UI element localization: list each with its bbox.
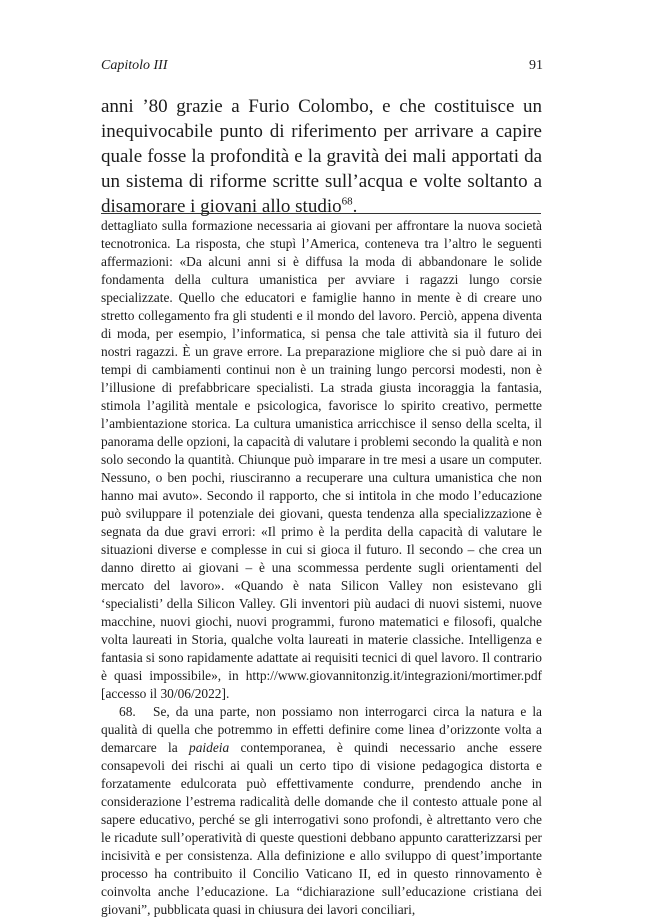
footnote-68-text-after: contemporanea, è quindi necessario anche essere consapevoli dei rischi ai quali un certo tipo di visione pedagogica distorta e forzatamente edulcorata può effettivamente condurre, prendendo anche in considerazione l’estrema radicalità delle domande che il contesto attuale pone al sapere educativo, perché se gli interrogativi sono profondi, è altrettanto vero che le ricadute sull’operatività di queste questioni debbano appunto caratterizzarsi per incisività e per consistenza. Alla definizione e allo sviluppo di quest’importante processo ha contribuito il Concilio Vaticano II, ed in questo rinnovamento è coinvolta anche l’educazione. La “dichiarazione sull’educazione cristiana dei giovani”, pubblicata quasi in chiusura dei lavori conciliari, [101,740,542,917]
chapter-title: Capitolo III [101,58,168,73]
footnote-separator [101,213,541,214]
footnotes [101,217,542,919]
footnote-68-italic-term: paideia [189,740,230,755]
footnote-reference-68[interactable]: 68 [341,195,353,208]
footnote-68 [101,703,542,919]
footnote-67-continuation: dettagliato sulla formazione necessaria ai giovani per affrontare la nuova società tecnotronica. La risposta, che stupì l’America, conteneva tra l’altro le seguenti affermazioni: «Da alcuni anni si è diffusa la moda di abbandonare le solide fondamenta della cultura umanistica per avviare i ragazzi lungo corsie specializzate. Quello che educatori e famiglie hanno in mente è di creare uno stretto collegamento fra gli studenti e il mondo del lavoro. Perciò, appena diventa di moda, per esempio, l’informatica, si pensa che tale attività sia il futuro dei nostri ragazzi. È un grave errore. La preparazione migliore che si può dare ai in tempi di cambiamenti continui non è un training lungo percorsi modesti, non è l’illusione di prefabbricare specialisti. La strada giusta incoraggia la fantasia, stimola l’agilità mentale e psicologica, favorisce lo spirito creativo, permette l’ambientazione storica. La cultura umanistica arricchisce il senso della scelta, il panorama delle opzioni, la capacità di valutare i problemi secondo la qualità e non solo secondo la quantità. Chiunque può imparare in tre mesi a usare un computer. Nessuno, o ben pochi, riusciranno a recuperare una cultura umanistica che non hanno mai avuto». Secondo il rapporto, che si intitola in che modo l’educazione può sviluppare il potenziale dei giovani, questa tendenza alla specializzazione è segnata da due gravi errori: «Il primo è la perdita della capacità di valutare le situazioni diverse e complesse in cui si gioca il futuro. Il secondo – che crea un danno diretto ai giovani – è una scommessa perdente sugli orientamenti del mercato del lavoro». «Quando è nata Silicon Valley non esistevano gli ‘specialisti’ della Silicon Valley. Gli inventori più audaci di nuovi sistemi, nuove macchine, nuovi giochi, nuovi programmi, furono matematici e filosofi, qualche volta laureati in Storia, qualche volta laureati in materie classiche. Intelligenza e fantasia si sono rapidamente adattate ai requisiti tecnici di quel lavoro. Il contrario è quasi impossibile», in http://www.giovannitonzig.it/integrazioni/mortimer.pdf [accesso il 30/06/2022]. [101,218,542,701]
main-paragraph [101,94,542,219]
footnote-68-number: 68. [119,704,136,719]
page-number: 91 [529,58,543,73]
running-head [101,58,543,74]
main-paragraph-text: anni ’80 grazie a Furio Colombo, e che costituisce un inequivocabile punto di riferimento per arrivare a capire quale fosse la profondità e la gravità dei mali apportati da un sistema di riforme scritte sull’acqua e volte soltanto a disamorare i giovani allo studio [101,96,542,217]
main-paragraph-end: . [352,196,358,217]
footnote-68-text-before: Se, da una parte, non possiamo non interrogarci circa la natura e la qualità di quella che potremmo in effetti definire come linea d’orizzonte volta a demarcare la [101,704,542,755]
